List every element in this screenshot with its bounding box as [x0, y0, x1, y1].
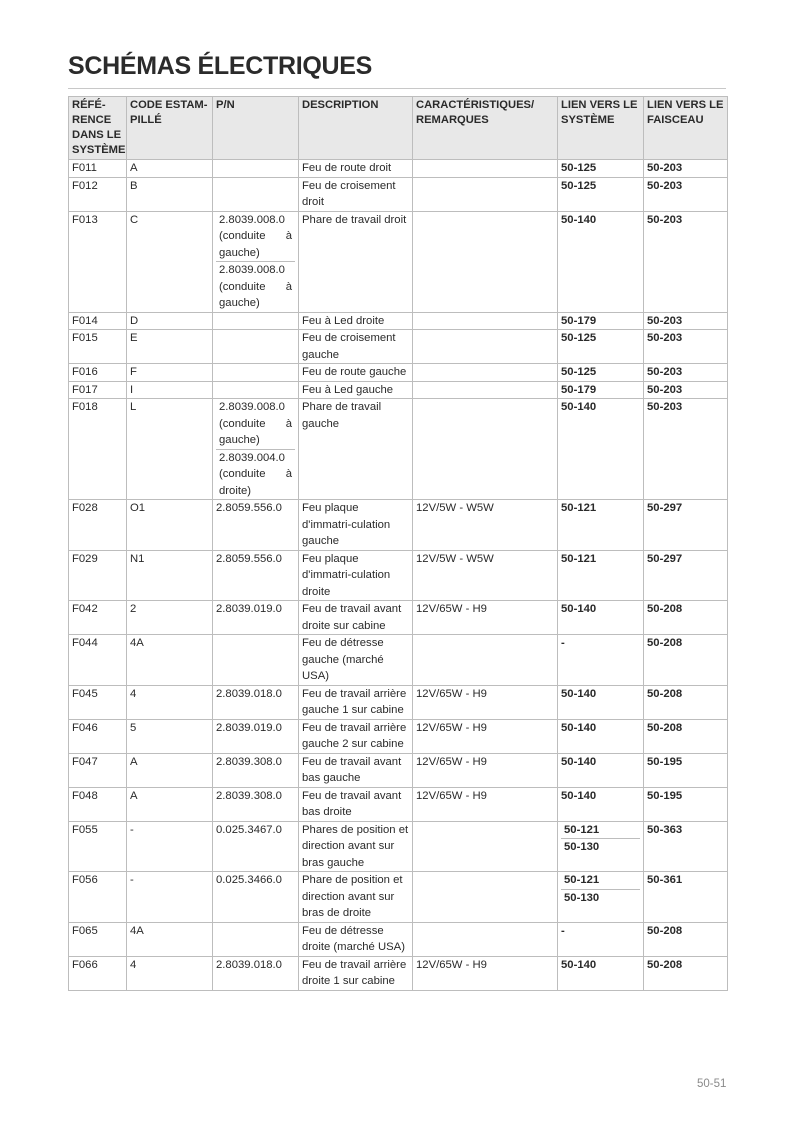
cell-characteristics: 12V/65W - H9 — [413, 956, 558, 990]
page-title: SCHÉMAS ÉLECTRIQUES — [68, 52, 373, 80]
part-number-note-word: (conduite — [219, 468, 266, 480]
cell-reference: F066 — [69, 956, 127, 990]
cell-reference: F029 — [69, 550, 127, 601]
table-header-row — [69, 97, 728, 160]
cell-description: Feu à Led gauche — [299, 381, 413, 399]
cell-system-link: 50-125 — [558, 160, 644, 178]
cell-description: Feu de détresse gauche (marché USA) — [299, 635, 413, 686]
cell-stamped-code: I — [127, 381, 213, 399]
lighting-components-table — [68, 96, 728, 991]
cell-part-number: 2.8039.308.0 — [213, 787, 299, 821]
part-number-entry — [216, 261, 295, 312]
cell-description: Phare de position et direction avant sur bras de droite — [299, 872, 413, 923]
cell-system-link: 50-140 — [558, 685, 644, 719]
cell-reference: F018 — [69, 399, 127, 500]
cell-system-link: - — [558, 635, 644, 686]
system-link-entry: 50-121 — [564, 874, 600, 886]
cell-harness-link: 50-297 — [644, 500, 728, 551]
cell-description: Feu de travail arrière gauche 1 sur cabine — [299, 685, 413, 719]
table-row — [69, 719, 728, 753]
cell-description: Phare de travail gauche — [299, 399, 413, 500]
table-row — [69, 312, 728, 330]
cell-system-link: 50-140 — [558, 787, 644, 821]
cell-stamped-code: 5 — [127, 719, 213, 753]
cell-harness-link: 50-208 — [644, 922, 728, 956]
cell-characteristics — [413, 177, 558, 211]
header-description: DESCRIPTION — [299, 97, 413, 160]
cell-reference: F056 — [69, 872, 127, 923]
cell-reference: F016 — [69, 364, 127, 382]
table-row — [69, 821, 728, 872]
title-divider — [68, 88, 726, 89]
table-row — [69, 399, 728, 500]
cell-description: Feu plaque d'immatri-culation droite — [299, 550, 413, 601]
part-number-note — [219, 416, 292, 433]
cell-stamped-code: O1 — [127, 500, 213, 551]
cell-characteristics — [413, 330, 558, 364]
cell-part-number — [213, 635, 299, 686]
cell-reference: F014 — [69, 312, 127, 330]
cell-characteristics — [413, 312, 558, 330]
table-row — [69, 956, 728, 990]
cell-harness-link: 50-208 — [644, 635, 728, 686]
cell-reference: F046 — [69, 719, 127, 753]
cell-reference: F028 — [69, 500, 127, 551]
part-number-value: 2.8039.008.0 — [219, 401, 285, 413]
cell-harness-link: 50-203 — [644, 211, 728, 312]
part-number-note-word: (conduite — [219, 280, 266, 293]
cell-stamped-code: B — [127, 177, 213, 211]
cell-characteristics — [413, 635, 558, 686]
cell-reference: F065 — [69, 922, 127, 956]
cell-harness-link: 50-203 — [644, 364, 728, 382]
header-harness-link: LIEN VERS LE FAISCEAU — [644, 97, 728, 160]
cell-part-number: 2.8039.308.0 — [213, 753, 299, 787]
cell-stamped-code: 4 — [127, 685, 213, 719]
cell-part-number: 2.8039.019.0 — [213, 601, 299, 635]
part-number-entry — [216, 399, 295, 449]
table-row — [69, 550, 728, 601]
cell-stamped-code: A — [127, 787, 213, 821]
cell-harness-link: 50-361 — [644, 872, 728, 923]
header-characteristics: CARACTÉRISTIQUES/ REMARQUES — [413, 97, 558, 160]
part-number-note-side: gauche) — [219, 246, 260, 259]
part-number-entry — [216, 449, 295, 500]
cell-harness-link: 50-195 — [644, 787, 728, 821]
table-row — [69, 364, 728, 382]
part-number-note — [219, 279, 292, 296]
cell-description: Feu plaque d'immatri-culation gauche — [299, 500, 413, 551]
cell-part-number: 0.025.3466.0 — [213, 872, 299, 923]
cell-stamped-code: 4A — [127, 635, 213, 686]
cell-description: Feu de croisement gauche — [299, 330, 413, 364]
table-row — [69, 872, 728, 923]
cell-reference: F017 — [69, 381, 127, 399]
cell-stamped-code: D — [127, 312, 213, 330]
cell-harness-link: 50-208 — [644, 685, 728, 719]
cell-harness-link: 50-195 — [644, 753, 728, 787]
table-row — [69, 177, 728, 211]
cell-stamped-code: F — [127, 364, 213, 382]
cell-description: Feu de route droit — [299, 160, 413, 178]
cell-description: Feu de travail avant bas gauche — [299, 753, 413, 787]
cell-reference: F048 — [69, 787, 127, 821]
part-number-note-side: gauche) — [219, 297, 260, 309]
part-number-note-word: à — [285, 230, 292, 242]
part-number-note-word: à — [285, 468, 292, 480]
cell-system-link: 50-121 — [558, 550, 644, 601]
cell-description: Feu de travail avant bas droite — [299, 787, 413, 821]
page-number: 50-51 — [697, 1078, 727, 1090]
table-row — [69, 685, 728, 719]
table-row — [69, 330, 728, 364]
cell-description: Phares de position et direction avant sur bras gauche — [299, 821, 413, 872]
cell-stamped-code: A — [127, 160, 213, 178]
cell-stamped-code: - — [127, 872, 213, 923]
part-number-note-word: à — [285, 417, 292, 430]
cell-reference: F015 — [69, 330, 127, 364]
cell-part-number — [213, 381, 299, 399]
cell-part-number — [213, 211, 299, 312]
cell-system-link — [558, 821, 644, 872]
cell-description: Phare de travail droit — [299, 211, 413, 312]
table-row — [69, 211, 728, 312]
part-number-note-word: (conduite — [219, 230, 266, 242]
table-row — [69, 787, 728, 821]
header-part-number: P/N — [213, 97, 299, 160]
cell-stamped-code: N1 — [127, 550, 213, 601]
cell-harness-link: 50-208 — [644, 601, 728, 635]
cell-system-link: 50-125 — [558, 330, 644, 364]
system-link-entry: 50-121 — [564, 823, 600, 836]
cell-system-link: 50-140 — [558, 719, 644, 753]
cell-harness-link: 50-203 — [644, 381, 728, 399]
cell-characteristics — [413, 364, 558, 382]
cell-reference: F042 — [69, 601, 127, 635]
cell-stamped-code: C — [127, 211, 213, 312]
part-number-note — [219, 228, 292, 245]
table-row — [69, 922, 728, 956]
part-number-note-word: à — [285, 280, 292, 293]
cell-part-number: 2.8039.019.0 — [213, 719, 299, 753]
cell-system-link: 50-140 — [558, 211, 644, 312]
cell-harness-link: 50-208 — [644, 956, 728, 990]
cell-description: Feu de travail avant droite sur cabine — [299, 601, 413, 635]
cell-reference: F013 — [69, 211, 127, 312]
cell-system-link: 50-140 — [558, 601, 644, 635]
cell-part-number — [213, 312, 299, 330]
header-system-link: LIEN VERS LE SYSTÈME — [558, 97, 644, 160]
cell-reference: F045 — [69, 685, 127, 719]
cell-system-link: 50-140 — [558, 956, 644, 990]
part-number-value: 2.8039.008.0 — [219, 213, 285, 226]
cell-stamped-code: 4 — [127, 956, 213, 990]
part-number-value: 2.8039.004.0 — [219, 451, 285, 464]
table-row — [69, 635, 728, 686]
cell-reference: F055 — [69, 821, 127, 872]
cell-characteristics — [413, 160, 558, 178]
table-row — [69, 753, 728, 787]
cell-reference: F044 — [69, 635, 127, 686]
cell-system-link: 50-179 — [558, 381, 644, 399]
cell-part-number: 2.8059.556.0 — [213, 550, 299, 601]
cell-stamped-code: 4A — [127, 922, 213, 956]
cell-stamped-code: - — [127, 821, 213, 872]
cell-characteristics — [413, 211, 558, 312]
cell-harness-link: 50-363 — [644, 821, 728, 872]
cell-system-link — [558, 872, 644, 923]
table-row — [69, 160, 728, 178]
cell-description: Feu de croisement droit — [299, 177, 413, 211]
cell-system-link: 50-179 — [558, 312, 644, 330]
cell-part-number — [213, 330, 299, 364]
cell-description: Feu de travail arrière gauche 2 sur cabine — [299, 719, 413, 753]
cell-part-number: 2.8039.018.0 — [213, 685, 299, 719]
part-number-note-side: droite) — [219, 484, 252, 497]
cell-stamped-code: L — [127, 399, 213, 500]
cell-part-number — [213, 922, 299, 956]
cell-reference: F047 — [69, 753, 127, 787]
cell-characteristics: 12V/65W - H9 — [413, 685, 558, 719]
cell-system-link: - — [558, 922, 644, 956]
cell-stamped-code: 2 — [127, 601, 213, 635]
cell-harness-link: 50-203 — [644, 177, 728, 211]
cell-characteristics: 12V/65W - H9 — [413, 719, 558, 753]
cell-harness-link: 50-203 — [644, 330, 728, 364]
table-row — [69, 500, 728, 551]
cell-harness-link: 50-297 — [644, 550, 728, 601]
part-number-entry — [216, 212, 295, 262]
cell-system-link: 50-140 — [558, 753, 644, 787]
part-number-note-word: (conduite — [219, 417, 266, 430]
cell-characteristics — [413, 821, 558, 872]
cell-characteristics — [413, 381, 558, 399]
cell-part-number — [213, 399, 299, 500]
cell-description: Feu à Led droite — [299, 312, 413, 330]
cell-stamped-code: A — [127, 753, 213, 787]
cell-description: Feu de route gauche — [299, 364, 413, 382]
cell-description: Feu de travail arrière droite 1 sur cabine — [299, 956, 413, 990]
cell-harness-link: 50-203 — [644, 160, 728, 178]
cell-part-number: 2.8059.556.0 — [213, 500, 299, 551]
cell-part-number — [213, 177, 299, 211]
cell-characteristics: 12V/65W - H9 — [413, 753, 558, 787]
cell-characteristics: 12V/5W - W5W — [413, 500, 558, 551]
system-link-entry: 50-130 — [561, 838, 640, 856]
cell-part-number — [213, 364, 299, 382]
cell-harness-link: 50-203 — [644, 312, 728, 330]
cell-part-number: 0.025.3467.0 — [213, 821, 299, 872]
table-row — [69, 381, 728, 399]
cell-characteristics — [413, 399, 558, 500]
cell-harness-link: 50-203 — [644, 399, 728, 500]
cell-part-number — [213, 160, 299, 178]
part-number-value: 2.8039.008.0 — [219, 264, 285, 276]
cell-characteristics — [413, 872, 558, 923]
part-number-note-side: gauche) — [219, 434, 260, 446]
cell-reference: F012 — [69, 177, 127, 211]
cell-reference: F011 — [69, 160, 127, 178]
table-row — [69, 601, 728, 635]
part-number-note — [219, 466, 292, 483]
cell-system-link: 50-125 — [558, 364, 644, 382]
cell-part-number: 2.8039.018.0 — [213, 956, 299, 990]
cell-harness-link: 50-208 — [644, 719, 728, 753]
cell-characteristics: 12V/65W - H9 — [413, 601, 558, 635]
cell-system-link: 50-140 — [558, 399, 644, 500]
cell-characteristics — [413, 922, 558, 956]
cell-system-link: 50-125 — [558, 177, 644, 211]
cell-stamped-code: E — [127, 330, 213, 364]
header-reference: RÉFÉ- RENCE DANS LE SYSTÈME — [69, 97, 127, 160]
cell-description: Feu de détresse droite (marché USA) — [299, 922, 413, 956]
system-link-entry: 50-130 — [561, 889, 640, 907]
header-stamped-code: CODE ESTAM- PILLÉ — [127, 97, 213, 160]
cell-characteristics: 12V/5W - W5W — [413, 550, 558, 601]
cell-characteristics: 12V/65W - H9 — [413, 787, 558, 821]
cell-system-link: 50-121 — [558, 500, 644, 551]
